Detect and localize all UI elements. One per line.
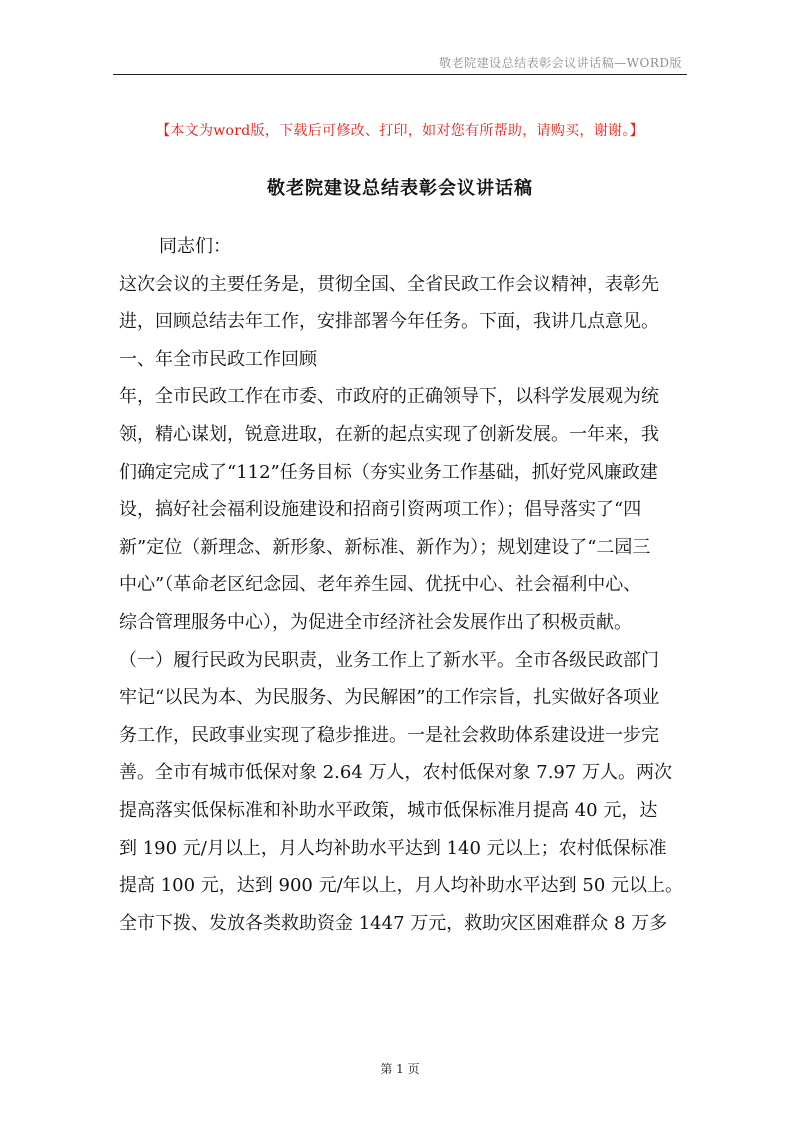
- running-header: 敬老院建设总结表彰会议讲话稿—WORD版: [439, 56, 682, 70]
- body-line: 到 190 元/月以上，月人均补助水平达到 140 元以上；农村低保标准: [119, 837, 667, 859]
- section-heading: 一、年全市民政工作回顾: [119, 348, 317, 370]
- word-version-notice: 【本文为word版，下载后可修改、打印，如对您有所帮助，请购买，谢谢。】: [156, 123, 644, 139]
- body-line: 善。全市有城市低保对象 2.64 万人，农村低保对象 7.97 万人。两次: [119, 762, 673, 784]
- body-line: 中心”（革命老区纪念园、老年养生园、优抚中心、社会福利中心、: [119, 574, 642, 596]
- body-line: 提高 100 元，达到 900 元/年以上，月人均补助水平达到 50 元以上。: [119, 875, 684, 897]
- body-line: 提高落实低保标准和补助水平政策，城市低保标准月提高 40 元，达: [119, 799, 658, 821]
- body-line: 设，搞好社会福利设施建设和招商引资两项工作）；倡导落实了“四: [119, 499, 642, 521]
- body-line: 年，全市民政工作在市委、市政府的正确领导下，以科学发展观为统: [119, 386, 659, 408]
- body-line: 务工作，民政事业实现了稳步推进。一是社会救助体系建设进一步完: [119, 724, 659, 746]
- salutation: 同志们：: [159, 236, 231, 257]
- body-line: 领，精心谋划，锐意进取，在新的起点实现了创新发展。一年来，我: [119, 423, 659, 445]
- body-line: 们确定完成了“112”任务目标（夯实业务工作基础，抓好党风廉政建: [119, 461, 658, 483]
- body-line: 牢记“以民为本、为民服务、为民解困”的工作宗旨，扎实做好各项业: [119, 687, 660, 709]
- body-line: 综合管理服务中心），为促进全市经济社会发展作出了积极贡献。: [119, 611, 632, 633]
- header-divider: [113, 74, 687, 75]
- body-line: 全市下拨、发放各类救助资金 1447 万元，救助灾区困难群众 8 万多: [119, 912, 668, 934]
- body-line: 这次会议的主要任务是，贯彻全国、全省民政工作会议精神，表彰先: [119, 273, 659, 295]
- body-line: （一）履行民政为民职责，业务工作上了新水平。全市各级民政部门: [119, 649, 659, 671]
- body-line: 新”定位（新理念、新形象、新标准、新作为）；规划建设了“二园三: [119, 536, 651, 558]
- document-body: [119, 228, 689, 942]
- document-title: 敬老院建设总结表彰会议讲话稿: [267, 178, 533, 199]
- body-line: 进，回顾总结去年工作，安排部署今年任务。下面，我讲几点意见。: [119, 311, 659, 333]
- page-number: 第 1 页: [380, 1062, 420, 1076]
